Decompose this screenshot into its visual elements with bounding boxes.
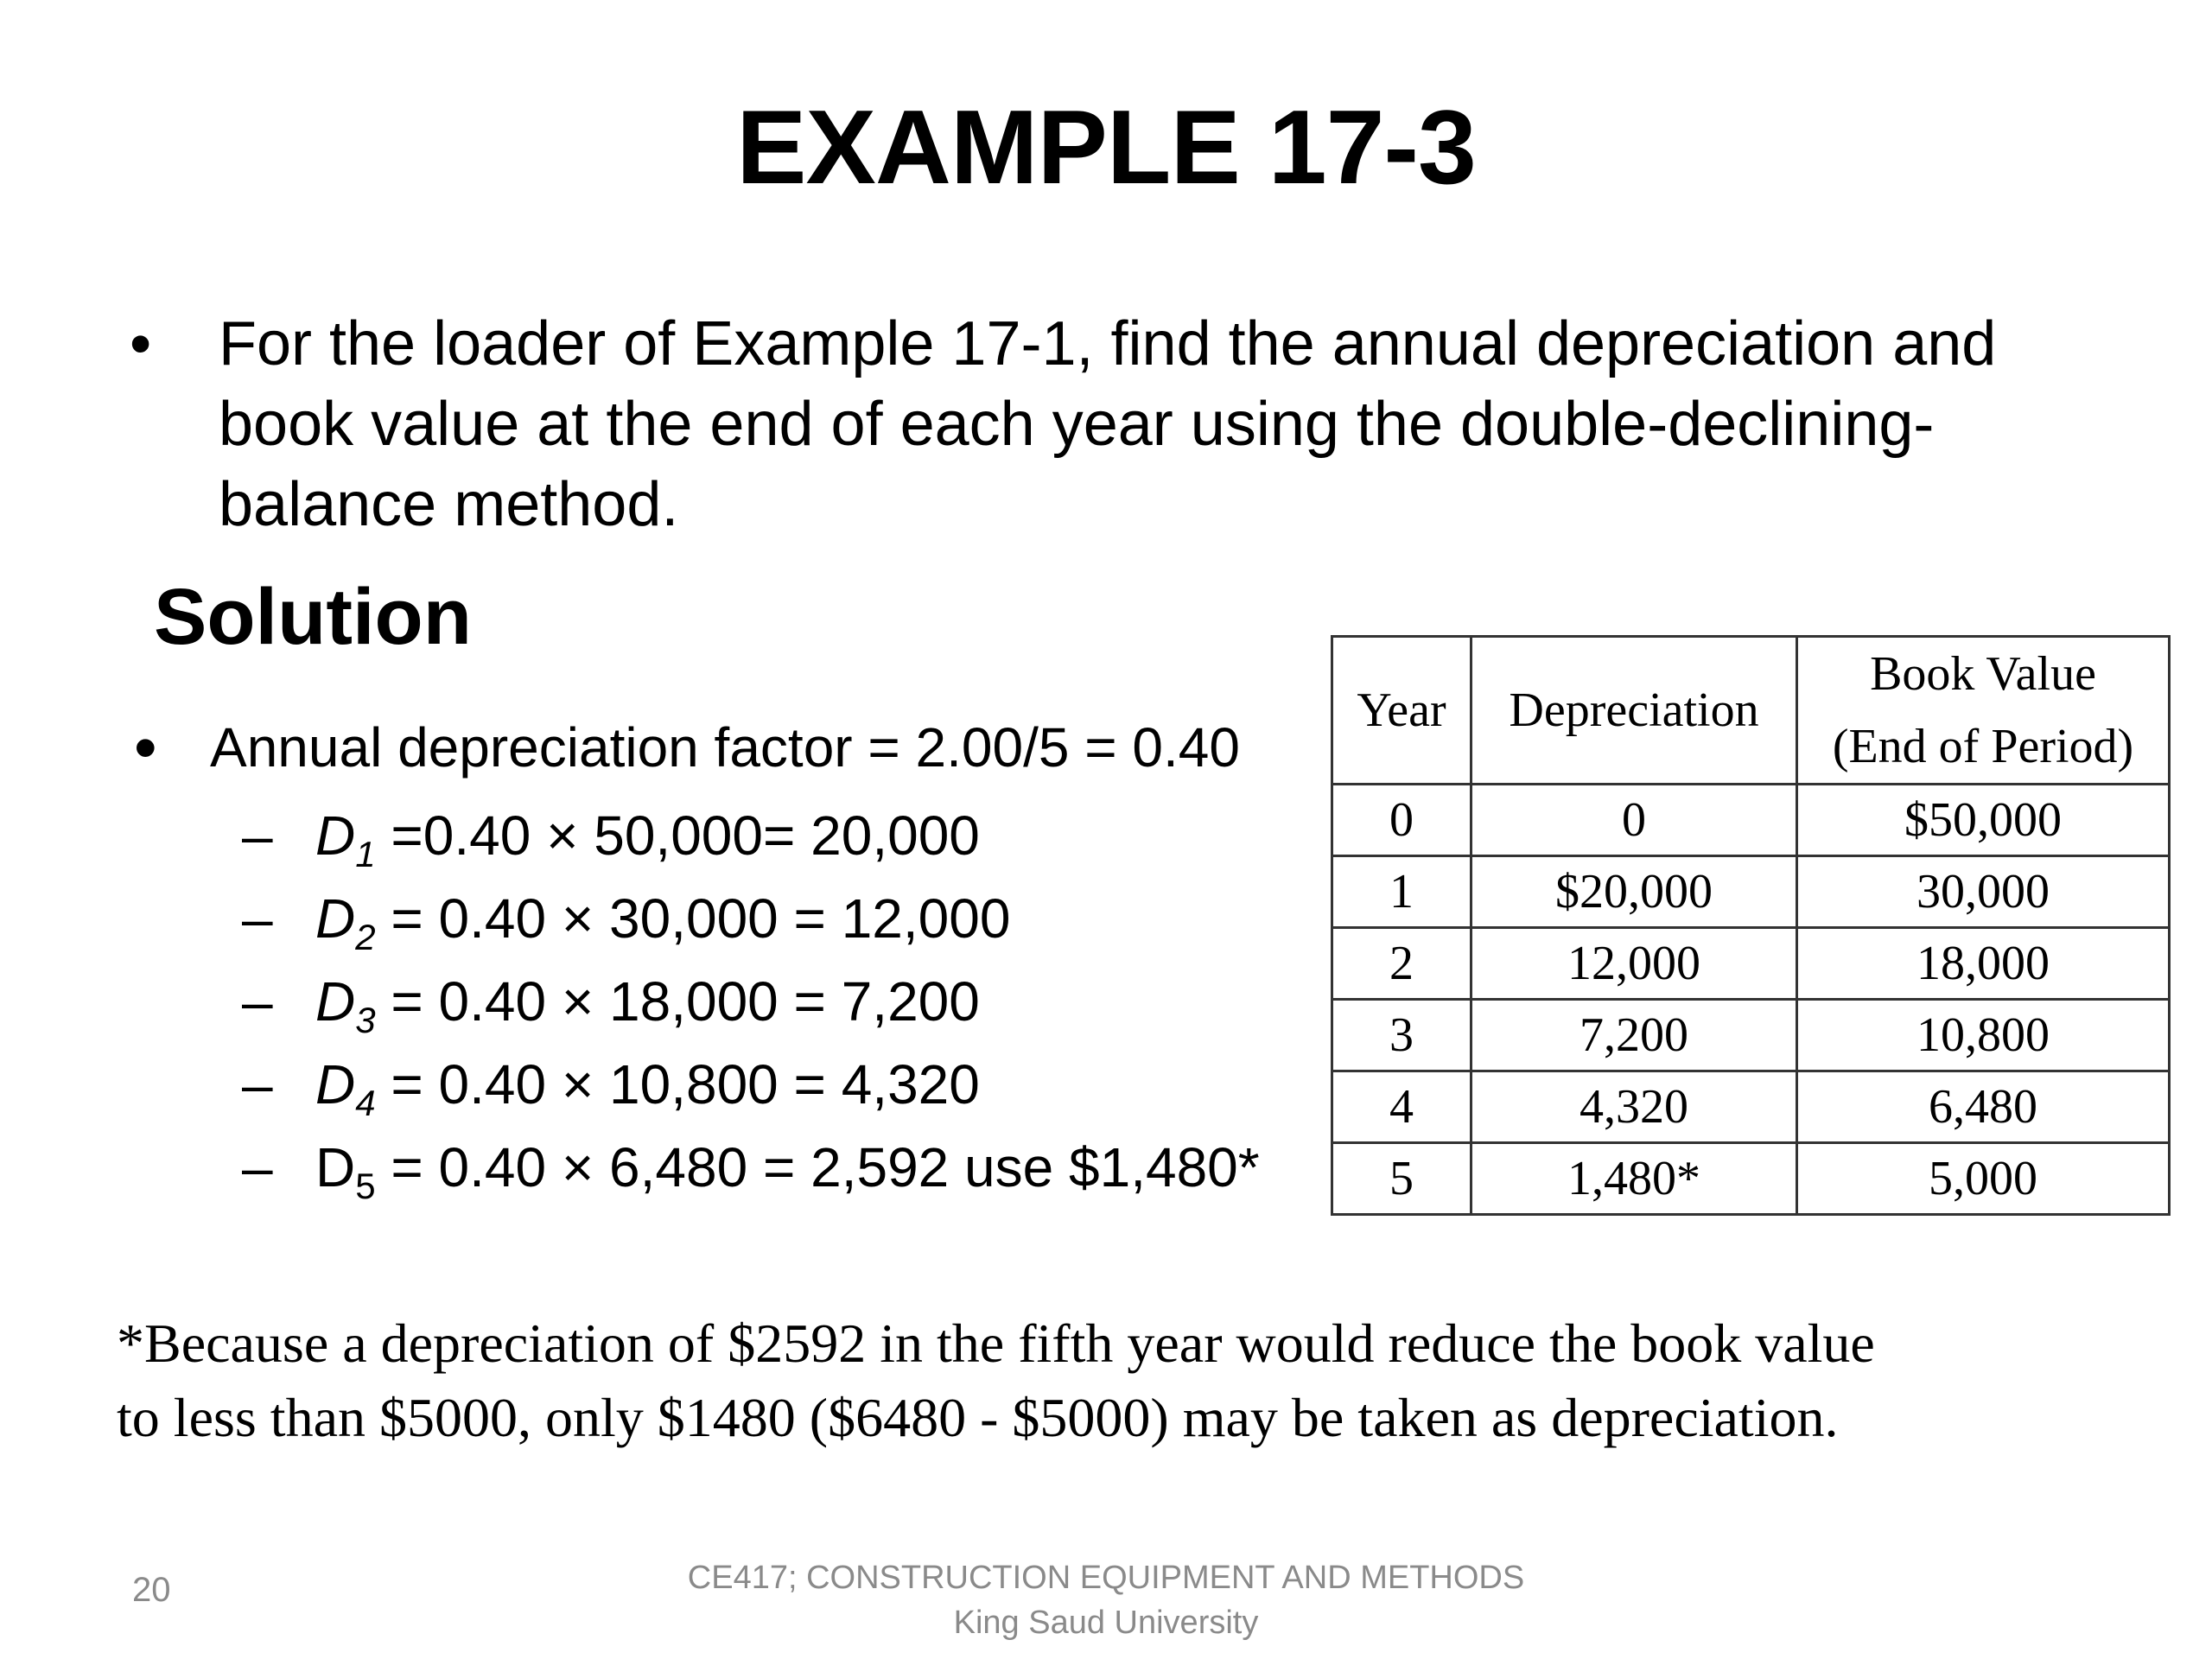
table-header-row <box>1332 637 2170 785</box>
cell-year: 0 <box>1332 785 1471 856</box>
dash-icon: – <box>242 1136 273 1198</box>
cell-depreciation: 1,480* <box>1471 1143 1797 1215</box>
depreciation-table <box>1331 635 2171 1216</box>
cell-year: 1 <box>1332 856 1471 928</box>
cell-year: 2 <box>1332 928 1471 1000</box>
table-row <box>1332 785 2170 856</box>
header-book-value: Book Value (End of Period) <box>1797 637 2170 785</box>
slide-footer <box>0 1555 2212 1645</box>
cell-book-value: 6,480 <box>1797 1071 2170 1143</box>
cell-book-value: $50,000 <box>1797 785 2170 856</box>
dash-icon: – <box>242 887 273 950</box>
bullet-icon: • <box>130 309 152 378</box>
footnote-line: *Because a depreciation of $2592 in the fifth year would reduce the book value <box>117 1313 1875 1374</box>
dash-icon: – <box>242 970 273 1033</box>
footer-university: King Saud University <box>953 1605 1259 1641</box>
bullet-icon: • <box>134 711 157 785</box>
header-year: Year <box>1332 637 1471 785</box>
table-row <box>1332 856 2170 928</box>
cell-depreciation: 4,320 <box>1471 1071 1797 1143</box>
step-variable: $D_4$ <box>315 1053 376 1123</box>
intro-text: For the loader of Example 17-1, find the annual depreciation and book value at the end of each year using the double-declining-balance method. <box>219 309 1997 539</box>
slide-title: EXAMPLE 17-3 <box>736 88 1476 206</box>
cell-year: 5 <box>1332 1143 1471 1215</box>
step-formula: = 0.40 × 6,480 = 2,592 use $1,480* <box>375 1136 1260 1198</box>
cell-year: 3 <box>1332 1000 1471 1071</box>
table-row <box>1332 1143 2170 1215</box>
step-variable: $D_5$ <box>315 1136 376 1206</box>
solution-heading: Solution <box>154 573 472 661</box>
cell-depreciation: 0 <box>1471 785 1797 856</box>
step-formula: =0.40 × 50,000= 20,000 <box>375 804 980 867</box>
footnote-line: to less than $5000, only $1480 ($6480 - $5000) may be taken as depreciation. <box>117 1387 1839 1448</box>
table-row <box>1332 1071 2170 1143</box>
cell-depreciation: 12,000 <box>1471 928 1797 1000</box>
factor-text: Annual depreciation factor = 2.00/5 = 0.40 <box>210 716 1240 779</box>
cell-book-value: 30,000 <box>1797 856 2170 928</box>
cell-book-value: 18,000 <box>1797 928 2170 1000</box>
dash-icon: – <box>242 804 273 867</box>
footnote <box>117 1306 2147 1455</box>
table-row <box>1332 1000 2170 1071</box>
step-formula: = 0.40 × 18,000 = 7,200 <box>375 970 980 1033</box>
step-variable: $D_1$ <box>315 804 376 874</box>
step-formula: = 0.40 × 10,800 = 4,320 <box>375 1053 980 1116</box>
cell-depreciation: $20,000 <box>1471 856 1797 928</box>
depreciation-table-container <box>1331 635 2171 1216</box>
step-variable: $D_2$ <box>315 887 376 957</box>
cell-depreciation: 7,200 <box>1471 1000 1797 1071</box>
step-variable: $D_3$ <box>315 970 376 1040</box>
dash-icon: – <box>242 1053 273 1116</box>
cell-book-value: 10,800 <box>1797 1000 2170 1071</box>
cell-year: 4 <box>1332 1071 1471 1143</box>
page-number: 20 <box>132 1571 171 1609</box>
header-depreciation: Depreciation <box>1471 637 1797 785</box>
cell-book-value: 5,000 <box>1797 1143 2170 1215</box>
footer-course: CE417; CONSTRUCTION EQUIPMENT AND METHODS <box>687 1560 1525 1596</box>
step-formula: = 0.40 × 30,000 = 12,000 <box>375 887 1011 950</box>
table-row <box>1332 928 2170 1000</box>
